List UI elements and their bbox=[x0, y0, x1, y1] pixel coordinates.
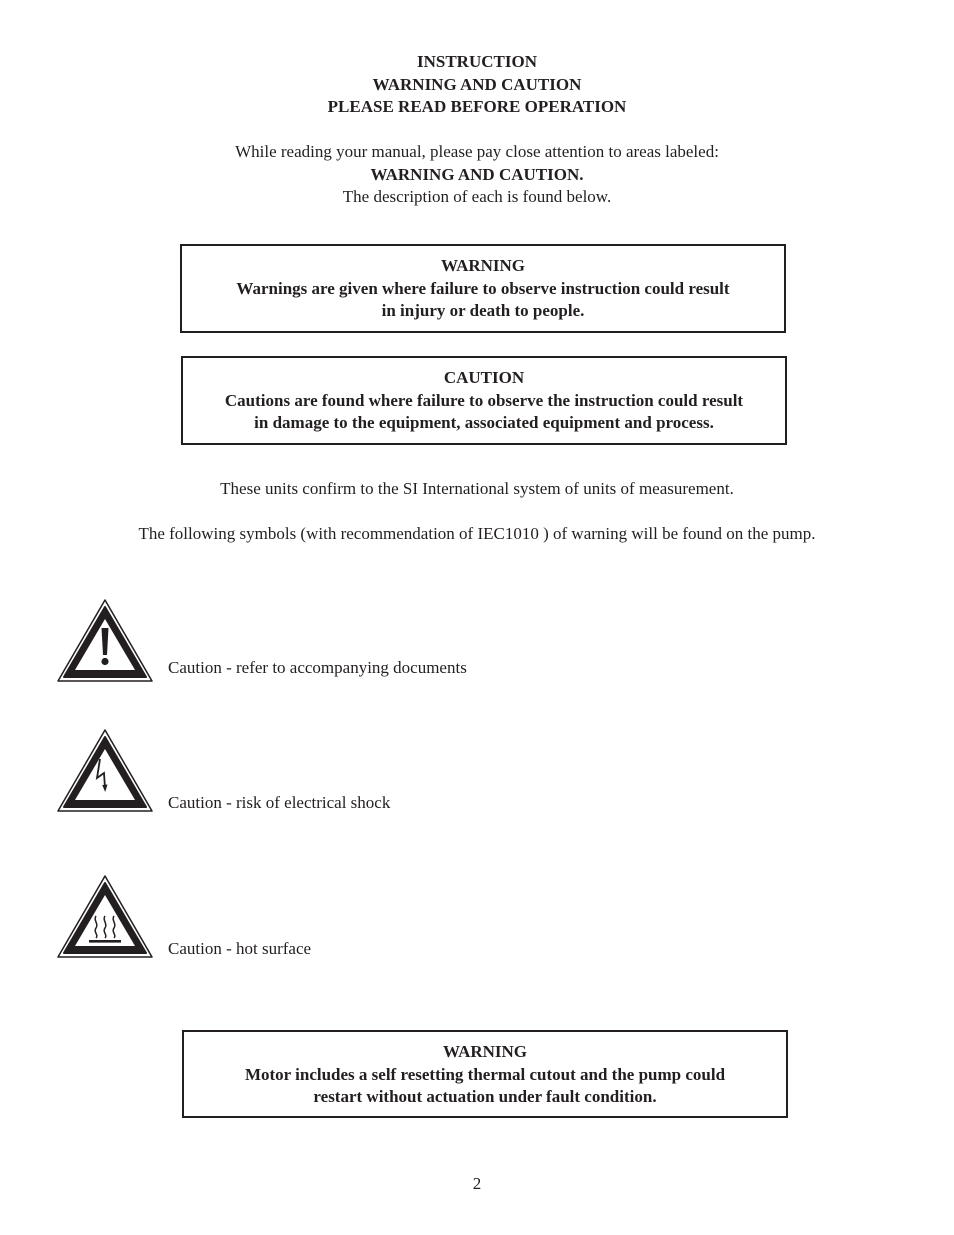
symbols-intro: The following symbols (with recommendation of IEC1010 ) of warning will be found on the pump. bbox=[138, 524, 816, 543]
warning-box bbox=[180, 244, 786, 333]
header-line-instruction: INSTRUCTION bbox=[417, 52, 537, 71]
motor-warning-line-1: Motor includes a self resetting thermal cutout and the pump could bbox=[244, 1064, 726, 1084]
warning-box-line-2: in injury or death to people. bbox=[381, 301, 585, 320]
symbol-label-documents: Caution - refer to accompanying documents bbox=[168, 658, 467, 677]
motor-warning-title: WARNING bbox=[442, 1042, 528, 1061]
page-header bbox=[0, 51, 954, 119]
page-number: 2 bbox=[472, 1174, 482, 1193]
symbol-label-shock: Caution - risk of electrical shock bbox=[168, 793, 391, 812]
caution-box bbox=[181, 356, 787, 445]
exclamation-warning-icon bbox=[56, 598, 154, 684]
caution-box-line-2: in damage to the equipment, associated equipment and process. bbox=[254, 413, 714, 432]
hot-surface-icon bbox=[56, 874, 154, 960]
intro-line-3: The description of each is found below. bbox=[342, 187, 612, 206]
caution-box-line-1: Cautions are found where failure to observe the instruction could result bbox=[224, 390, 744, 410]
warning-box-title: WARNING bbox=[440, 256, 526, 275]
header-line-warning-caution: WARNING AND CAUTION bbox=[372, 74, 582, 94]
intro-line-2: WARNING AND CAUTION. bbox=[370, 164, 584, 184]
intro-line-1: While reading your manual, please pay close attention to areas labeled: bbox=[235, 142, 719, 161]
header-line-read-before: PLEASE READ BEFORE OPERATION bbox=[327, 97, 627, 116]
electrical-shock-icon bbox=[56, 728, 154, 814]
caution-box-title: CAUTION bbox=[443, 368, 525, 387]
motor-warning-box bbox=[182, 1030, 788, 1118]
symbol-label-hot-surface: Caution - hot surface bbox=[168, 939, 312, 958]
units-statement: These units confirm to the SI International system of units of measurement. bbox=[220, 479, 734, 498]
warning-box-line-1: Warnings are given where failure to observe instruction could result bbox=[236, 278, 730, 298]
intro-paragraph bbox=[0, 141, 954, 209]
motor-warning-line-2: restart without actuation under fault condition. bbox=[313, 1087, 657, 1106]
